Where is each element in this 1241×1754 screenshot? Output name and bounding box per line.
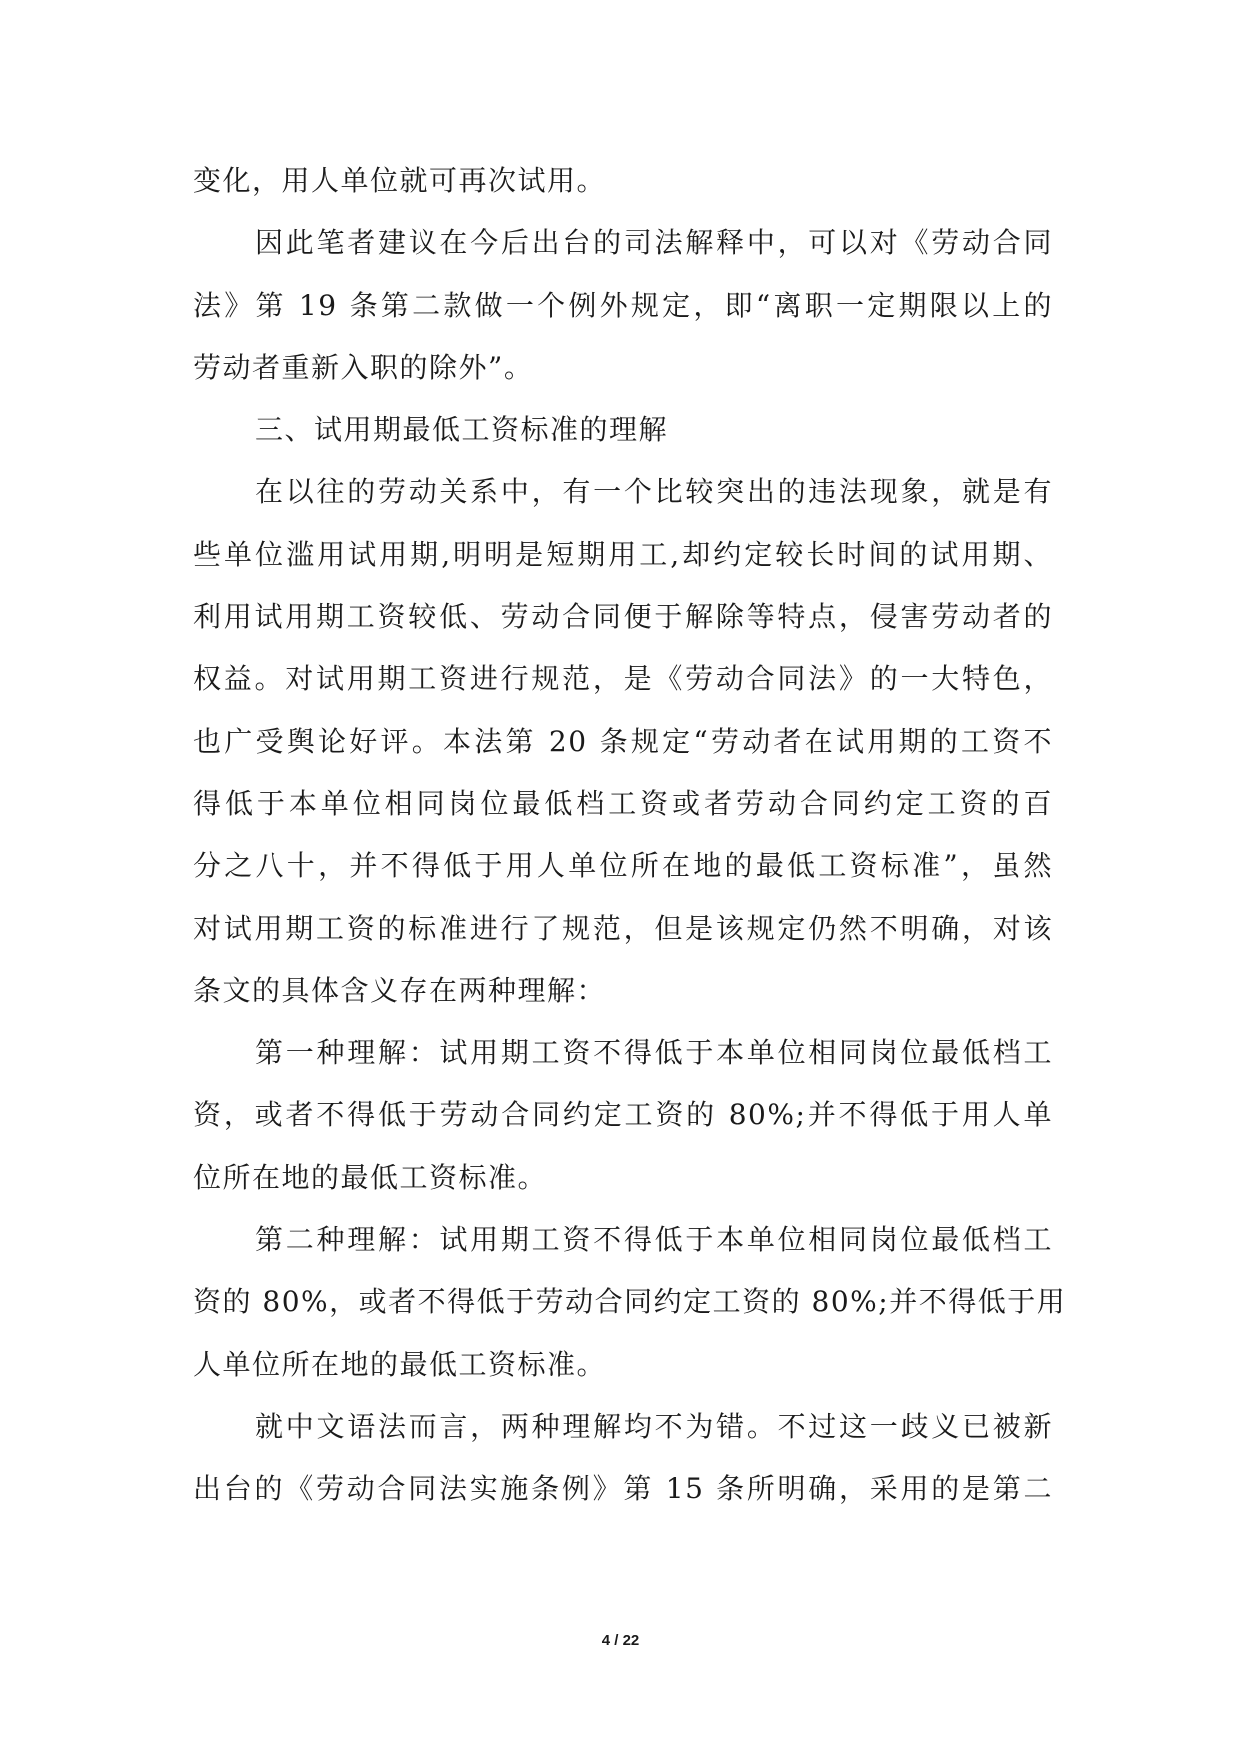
paragraph-start-line: 第二种理解：试用期工资不得低于本单位相同岗位最低档工 [255, 1223, 1053, 1257]
text-line: 资的 80%，或者不得低于劳动合同约定工资的 80%;并不得低于用 [193, 1285, 1067, 1319]
text-line: 也广受舆论好评。本法第 20 条规定“劳动者在试用期的工资不 [193, 724, 1053, 758]
paragraph-start-line: 第一种理解：试用期工资不得低于本单位相同岗位最低档工 [255, 1036, 1053, 1070]
section-heading: 三、试用期最低工资标准的理解 [255, 413, 669, 447]
text-line: 对试用期工资的标准进行了规范，但是该规定仍然不明确，对该 [193, 911, 1053, 945]
text-line: 变化，用人单位就可再次试用。 [193, 164, 607, 197]
text-line: 些单位滥用试用期,明明是短期用工,却约定较长时间的试用期、 [193, 537, 1053, 571]
text-line: 法》第 19 条第二款做一个例外规定，即“离职一定期限以上的 [193, 288, 1053, 322]
text-line: 人单位所在地的最低工资标准。 [193, 1347, 607, 1381]
text-line: 分之八十，并不得低于用人单位所在地的最低工资标准”，虽然 [193, 849, 1053, 883]
text-line: 位所在地的最低工资标准。 [193, 1160, 548, 1194]
text-line: 条文的具体含义存在两种理解： [193, 973, 607, 1007]
paragraph-start-line: 因此笔者建议在今后出台的司法解释中，可以对《劳动合同 [255, 226, 1053, 260]
text-line: 出台的《劳动合同法实施条例》第 15 条所明确，采用的是第二 [193, 1472, 1053, 1506]
text-line: 资，或者不得低于劳动合同约定工资的 80%;并不得低于用人单 [193, 1098, 1053, 1132]
page-number: 4 / 22 [601, 1632, 640, 1649]
text-line: 权益。对试用期工资进行规范，是《劳动合同法》的一大特色， [193, 662, 1053, 696]
text-line: 劳动者重新入职的除外”。 [193, 350, 534, 384]
text-line: 得低于本单位相同岗位最低档工资或者劳动合同约定工资的百 [193, 786, 1053, 820]
document-body [193, 150, 1067, 1521]
paragraph-start-line: 在以往的劳动关系中，有一个比较突出的违法现象，就是有 [255, 475, 1053, 509]
text-line: 利用试用期工资较低、劳动合同便于解除等特点，侵害劳动者的 [193, 600, 1053, 634]
paragraph-start-line: 就中文语法而言，两种理解均不为错。不过这一歧义已被新 [255, 1409, 1053, 1443]
